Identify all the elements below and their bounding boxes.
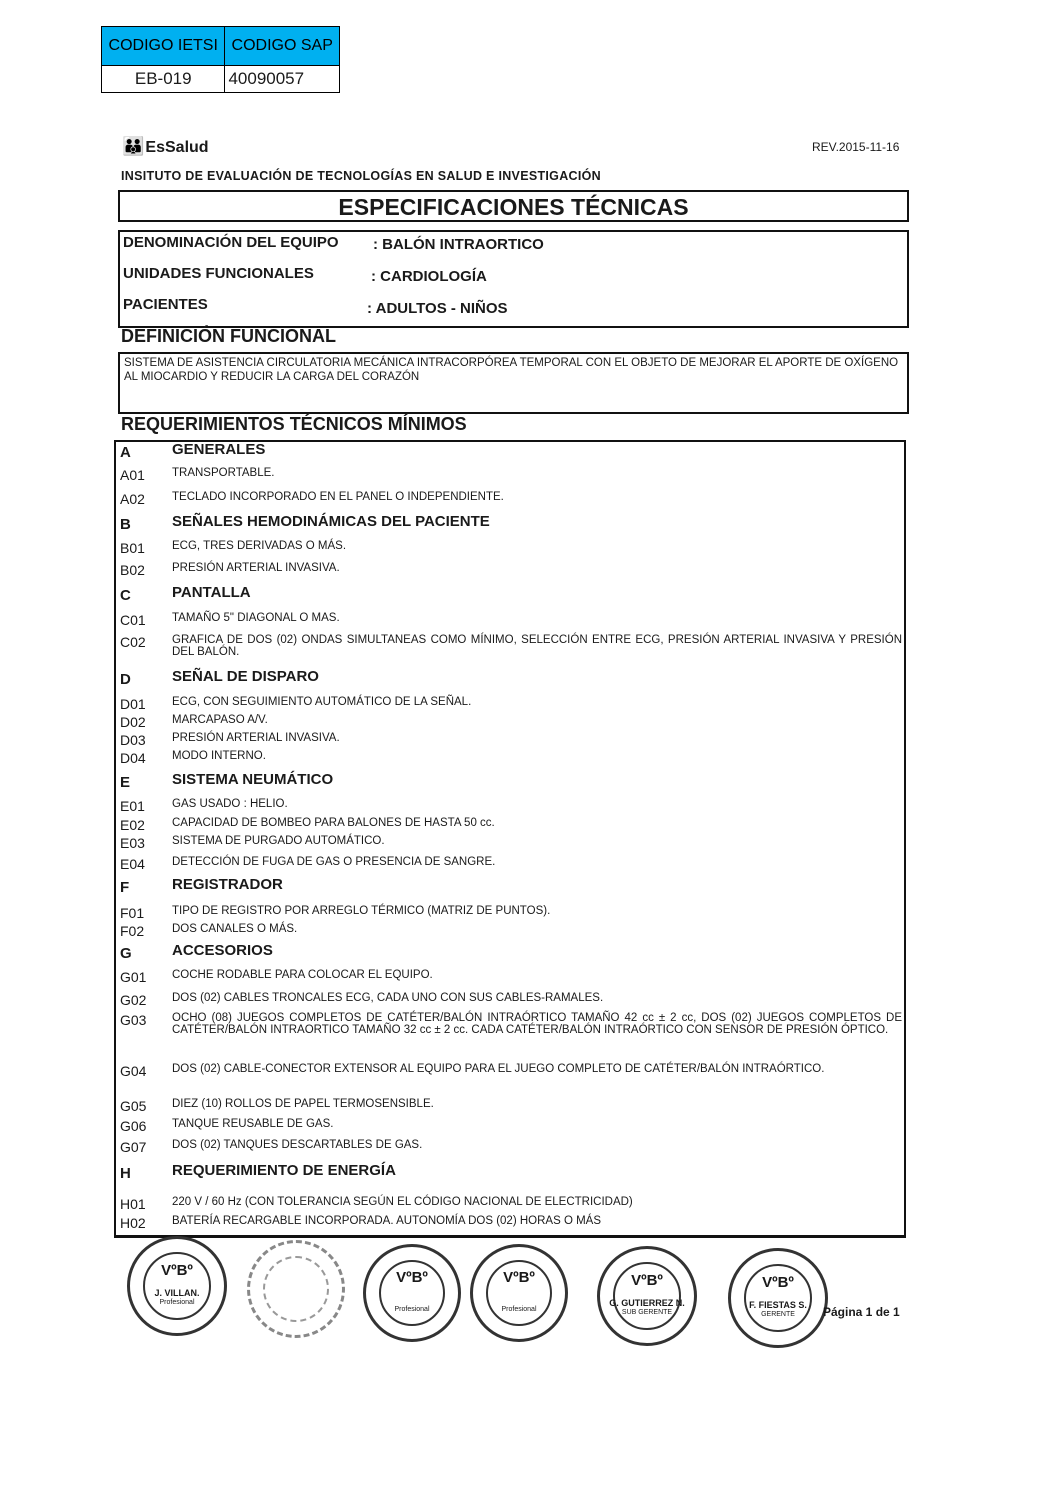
equipment-box <box>118 230 909 328</box>
definition-text: SISTEMA DE ASISTENCIA CIRCULATORIA MECÁNICA INTRACORPÓREA TEMPORAL CON EL OBJETO DE MEJORAR EL APORTE DE OXÍGENO AL MIOCARDIO Y REDUCIR LA CARGA DEL CORAZÓN <box>118 352 909 414</box>
essalud-logo <box>122 136 209 157</box>
people-icon: 👪 <box>122 136 142 156</box>
code-table <box>101 26 340 93</box>
patients-label: PACIENTES <box>123 296 208 313</box>
revision-date: REV.2015-11-16 <box>812 140 900 154</box>
seal-stamp: VºBº J. VILLAN. Profesional <box>127 1236 227 1336</box>
patients-value: : ADULTOS - NIÑOS <box>367 300 508 317</box>
seal-stamp: VºBº G. GUTIERREZ N. SUB GERENTE <box>597 1246 697 1346</box>
seal-stamp: VºBº F. FIESTAS S. GERENTE <box>728 1248 828 1348</box>
page-number: Página 1 de 1 <box>823 1305 900 1319</box>
equipment-value: : BALÓN INTRAORTICO <box>373 236 544 253</box>
ietsi-code-value: EB-019 <box>102 66 225 93</box>
ietsi-code-label: CODIGO IETSI <box>102 27 225 66</box>
definition-heading: DEFINICIÓN FUNCIONAL <box>121 326 336 346</box>
equipment-label: DENOMINACIÓN DEL EQUIPO <box>123 234 339 251</box>
requirements-box: A GENERALES A01 TRANSPORTABLE. A02 TECLADO INCORPORADO EN EL PANEL O INDEPENDIENTE. B SEÑALES HEMODINÁMICAS DEL PACIENTE B01 ECG, TRES DERIVADAS O MÁS. B02 PRESIÓN ARTERIAL INVASIVA. C PANTALLA C01 TAMAÑO 5" DIAGONAL O MAS. C02 GRAFICA DE DOS (02) ONDAS SIMULTANEAS COMO MÍNIMO, SELECCIÓN ENTRE ECG, PRESIÓN ARTERIAL INVASIVA Y PRESIÓN DEL BALÓN. D SEÑAL DE DISPARO D01 ECG, CON SEGUIMIENTO AUTOMÁTICO DE LA SEÑAL. D02 MARCAPASO A/V. D03 PRESIÓN ARTERIAL INVASIVA. D04 MODO INTERNO. E SISTEMA NEUMÁTICO E01 GAS USADO : HELIO. E02 CAPACIDAD DE BOMBEO PARA BALONES DE HASTA 50 cc. E03 SISTEMA DE PURGADO AUTOMÁTICO. E04 DETECCIÓN DE FUGA DE GAS O PRESENCIA DE SANGRE. F REGISTRADOR F01 TIPO DE REGISTRO POR ARREGLO TÉRMICO (MATRIZ DE PUNTOS). F02 DOS CANALES O MÁS. G ACCESORIOS G01 COCHE RODABLE PARA COLOCAR EL EQUIPO. G02 DOS (02) CABLES TRONCALES ECG, CADA UNO CON SUS CABLES-RAMALES. G03 OCHO (08) JUEGOS COMPLETOS DE CATÉTER/BALÓN INTRAÓRTICO TAMAÑO 42 cc ± 2 cc, DOS (02) JUEGOS COMPLETOS DE CATÉTER/BALÓN INTRAORTICO TAMAÑO 32 cc ± 2 cc. CADA CATÉTER/BALÓN INTRAÓRTICO CON SENSOR DE PRESIÓN ÓPTICO. G04 DOS (02) CABLE-CONECTOR EXTENSOR AL EQUIPO PARA EL JUEGO COMPLETO DE CATÉTER/BALÓN INTRAÓRTICO. G05 DIEZ (10) ROLLOS DE PAPEL TERMOSENSIBLE. G06 TANQUE REUSABLE DE GAS. G07 DOS (02) TANQUES DESCARTABLES DE GAS. H REQUERIMIENTO DE ENERGÍA H01 220 V / 60 Hz (CON TOLERANCIA SEGÚN EL CÓDIGO NACIONAL DE ELECTRICIDAD) H02 BATERÍA RECARGABLE INCORPORADA. AUTONOMÍA DOS (02) HORAS O MÁS <box>114 440 906 1238</box>
seal-stamp: VºBº Profesional <box>470 1244 568 1342</box>
institute-name: INSITUTO DE EVALUACIÓN DE TECNOLOGÍAS EN SALUD E INVESTIGACIÓN <box>121 169 601 183</box>
logo-text: EsSalud <box>145 139 209 156</box>
seal-stamp: VºBº Profesional <box>363 1244 461 1342</box>
sap-code-value: 40090057 <box>225 66 340 93</box>
seal-stamp <box>247 1240 345 1338</box>
sap-code-label: CODIGO SAP <box>225 27 340 66</box>
document-title: ESPECIFICACIONES TÉCNICAS <box>118 190 909 222</box>
functional-units-label: UNIDADES FUNCIONALES <box>123 265 314 282</box>
functional-units-value: : CARDIOLOGÍA <box>371 268 487 285</box>
requirements-heading: REQUERIMIENTOS TÉCNICOS MÍNIMOS <box>121 414 467 434</box>
